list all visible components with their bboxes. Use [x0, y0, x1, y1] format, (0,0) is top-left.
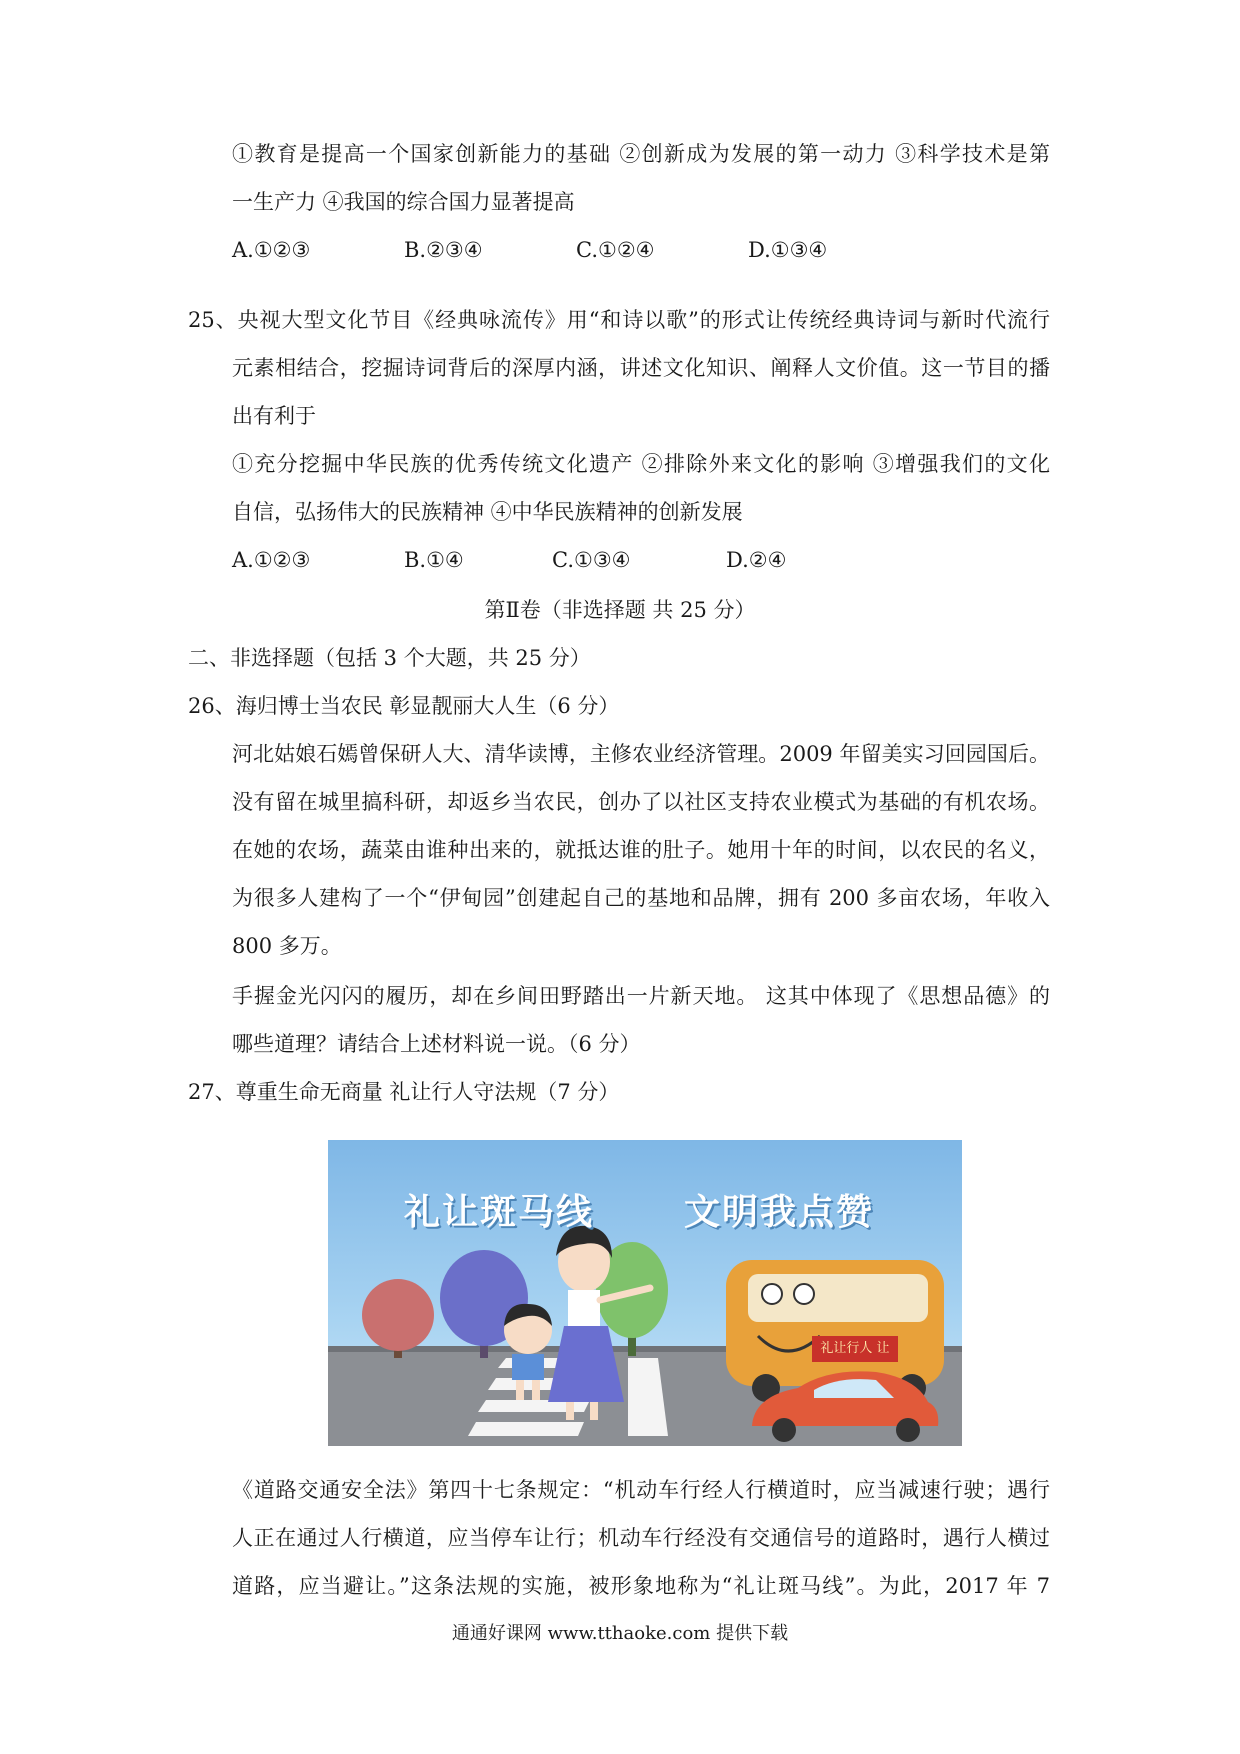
q26-title: 26、海归博士当农民 彰显靓丽大人生（6 分） [188, 694, 620, 718]
q27-title: 27、尊重生命无商量 礼让行人守法规（7 分） [188, 1080, 620, 1104]
bus-sign: 礼让行人 让 [812, 1336, 898, 1362]
q27-paragraph-line-3: 道路，应当避让。”这条法规的实施，被形象地称为“礼让斑马线”。为此，2017 年 7 [232, 1574, 1050, 1598]
q24-option-a: A.①②③ [232, 238, 311, 262]
q24-statement-line-1: ①教育是提高一个国家创新能力的基础 ②创新成为发展的第一动力 ③科学技术是第 [232, 142, 1050, 166]
slogan-right: 文明我点赞 [684, 1192, 875, 1233]
part2-title: 第Ⅱ卷（非选择题 共 25 分） [484, 598, 756, 622]
q25-option-d: D.②④ [726, 548, 787, 572]
q24-option-d: D.①③④ [748, 238, 828, 262]
q26-paragraph-line-5: 800 多万。 [232, 934, 342, 958]
q24-option-c: C.①②④ [576, 238, 655, 262]
zebra-crossing-illustration [328, 1140, 962, 1446]
q26-paragraph-line-1: 河北姑娘石嫣曾保研人大、清华读博，主修农业经济管理。2009 年留美实习回园国后。 [232, 742, 1050, 766]
q26-paragraph-line-4: 为很多人建构了一个“伊甸园”创建起自己的基地和品牌，拥有 200 多亩农场，年收入 [232, 886, 1050, 910]
q25-option-b: B.①④ [404, 548, 464, 572]
footer-credit: 通通好课网 www.tthaoke.com 提供下载 [451, 1623, 789, 1644]
section2-heading: 二、非选择题（包括 3 个大题，共 25 分） [188, 646, 591, 670]
q25-statement-line-2: 自信，弘扬伟大的民族精神 ④中华民族精神的创新发展 [232, 500, 743, 524]
q24-option-b: B.②③④ [404, 238, 483, 262]
q25-stem-line-3: 出有利于 [232, 404, 316, 428]
q26-question-line-2: 哪些道理？请结合上述材料说一说。（6 分） [232, 1032, 641, 1056]
slogan-left: 礼让斑马线 [404, 1192, 595, 1233]
q25-option-a: A.①②③ [232, 548, 311, 572]
q27-paragraph-line-1: 《道路交通安全法》第四十七条规定：“机动车行经人行横道时，应当减速行驶；遇行 [232, 1478, 1050, 1502]
q26-question-line-1: 手握金光闪闪的履历，却在乡间田野踏出一片新天地。 这其中体现了《思想品德》的 [232, 984, 1051, 1008]
q26-paragraph-line-2: 没有留在城里搞科研，却返乡当农民，创办了以社区支持农业模式为基础的有机农场。 [232, 790, 1050, 814]
q27-paragraph-line-2: 人正在通过人行横道，应当停车让行；机动车行经没有交通信号的道路时，遇行人横过 [232, 1526, 1050, 1550]
q25-option-c: C.①③④ [552, 548, 631, 572]
q26-paragraph-line-3: 在她的农场，蔬菜由谁种出来的，就抵达谁的肚子。她用十年的时间，以农民的名义， [232, 838, 1050, 862]
q25-statement-line-1: ①充分挖掘中华民族的优秀传统文化遗产 ②排除外来文化的影响 ③增强我们的文化 [232, 452, 1050, 476]
q24-statement-line-2: 一生产力 ④我国的综合国力显著提高 [232, 190, 575, 214]
q25-stem-line-1: 25、央视大型文化节目《经典咏流传》用“和诗以歌”的形式让传统经典诗词与新时代流行 [188, 308, 1050, 332]
q25-stem-line-2: 元素相结合，挖掘诗词背后的深厚内涵，讲述文化知识、阐释人文价值。这一节目的播 [232, 356, 1050, 380]
